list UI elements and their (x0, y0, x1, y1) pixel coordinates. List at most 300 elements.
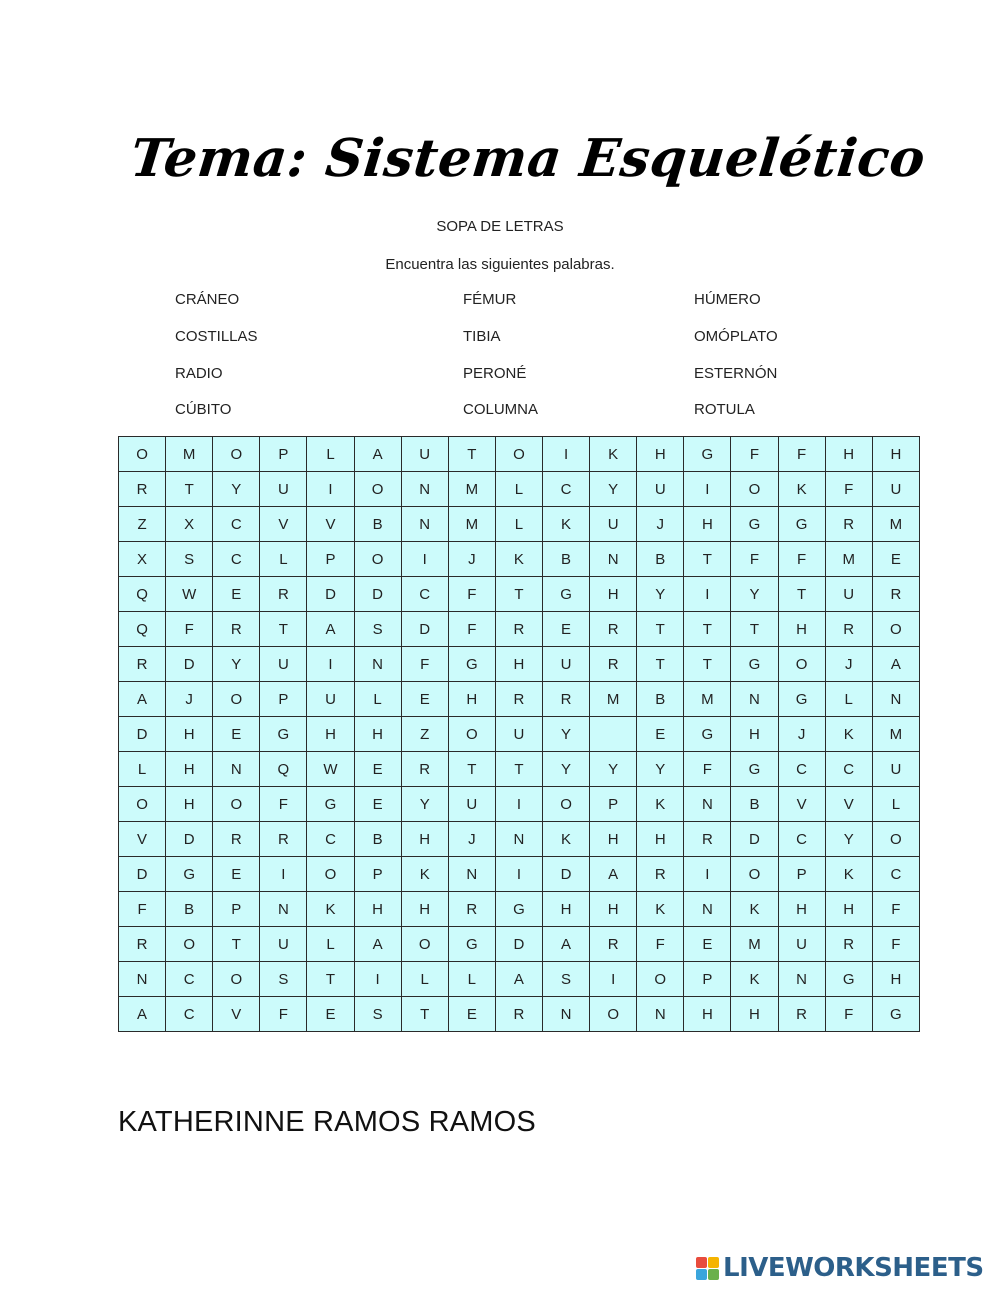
grid-cell[interactable]: R (542, 682, 589, 717)
grid-cell[interactable]: J (825, 647, 872, 682)
grid-cell[interactable]: M (448, 472, 495, 507)
grid-cell[interactable]: R (119, 647, 166, 682)
grid-cell[interactable]: T (448, 752, 495, 787)
grid-cell[interactable]: D (401, 612, 448, 647)
grid-cell[interactable]: K (542, 822, 589, 857)
grid-cell[interactable]: V (307, 507, 354, 542)
grid-cell[interactable]: D (119, 857, 166, 892)
grid-cell[interactable]: L (825, 682, 872, 717)
grid-cell[interactable]: E (213, 717, 260, 752)
grid-cell[interactable]: M (872, 507, 919, 542)
grid-cell[interactable]: K (825, 857, 872, 892)
grid-cell[interactable]: D (542, 857, 589, 892)
grid-cell[interactable]: U (495, 717, 542, 752)
grid-cell[interactable]: J (166, 682, 213, 717)
grid-cell[interactable]: N (260, 892, 307, 927)
grid-cell[interactable]: L (495, 507, 542, 542)
grid-cell[interactable]: R (825, 507, 872, 542)
grid-row (119, 927, 920, 962)
grid-cell[interactable]: E (401, 682, 448, 717)
grid-cell[interactable]: C (166, 962, 213, 997)
grid-cell[interactable]: O (166, 927, 213, 962)
grid-cell[interactable]: G (778, 507, 825, 542)
grid-cell[interactable]: H (401, 892, 448, 927)
grid-cell[interactable]: N (213, 752, 260, 787)
grid-cell[interactable]: L (872, 787, 919, 822)
grid-cell[interactable]: K (590, 437, 637, 472)
grid-cell[interactable]: B (166, 892, 213, 927)
word-list-item: CÚBITO (175, 401, 232, 418)
grid-cell[interactable]: G (731, 647, 778, 682)
grid-cell[interactable]: F (825, 472, 872, 507)
liveworksheets-logo (696, 1253, 984, 1283)
grid-cell[interactable]: F (119, 892, 166, 927)
grid-cell[interactable]: A (872, 647, 919, 682)
grid-cell[interactable]: G (448, 927, 495, 962)
grid-cell[interactable]: F (684, 752, 731, 787)
grid-cell[interactable]: R (260, 577, 307, 612)
grid-cell[interactable]: Y (825, 822, 872, 857)
grid-cell[interactable]: N (872, 682, 919, 717)
grid-cell[interactable]: J (778, 717, 825, 752)
grid-cell[interactable]: K (825, 717, 872, 752)
grid-cell[interactable]: W (166, 577, 213, 612)
grid-cell[interactable]: H (825, 437, 872, 472)
grid-cell[interactable]: J (448, 822, 495, 857)
grid-cell[interactable]: T (307, 962, 354, 997)
grid-cell[interactable]: O (495, 437, 542, 472)
grid-cell[interactable]: H (637, 437, 684, 472)
grid-cell[interactable]: R (119, 472, 166, 507)
grid-cell[interactable]: H (825, 892, 872, 927)
grid-cell[interactable]: U (542, 647, 589, 682)
grid-cell[interactable]: V (778, 787, 825, 822)
grid-cell[interactable]: R (495, 682, 542, 717)
grid-cell[interactable]: F (778, 437, 825, 472)
grid-cell[interactable]: T (495, 752, 542, 787)
grid-cell[interactable]: T (448, 437, 495, 472)
grid-cell[interactable]: H (354, 717, 401, 752)
grid-cell[interactable]: R (213, 612, 260, 647)
grid-cell[interactable]: Z (119, 507, 166, 542)
grid-cell[interactable]: P (307, 542, 354, 577)
grid-cell[interactable]: B (637, 542, 684, 577)
grid-row (119, 822, 920, 857)
grid-row (119, 437, 920, 472)
grid-cell[interactable]: O (590, 997, 637, 1032)
grid-cell[interactable]: H (590, 892, 637, 927)
grid-cell[interactable]: B (637, 682, 684, 717)
grid-cell[interactable]: H (684, 507, 731, 542)
grid-cell[interactable]: K (542, 507, 589, 542)
grid-cell[interactable]: N (684, 892, 731, 927)
grid-cell[interactable]: A (495, 962, 542, 997)
grid-cell[interactable]: L (495, 472, 542, 507)
grid-cell[interactable]: R (825, 612, 872, 647)
grid-cell[interactable]: T (684, 612, 731, 647)
grid-cell[interactable]: U (260, 927, 307, 962)
grid-cell[interactable]: R (684, 822, 731, 857)
grid-row (119, 787, 920, 822)
grid-cell[interactable]: D (731, 822, 778, 857)
grid-cell[interactable]: U (637, 472, 684, 507)
grid-cell[interactable]: P (213, 892, 260, 927)
grid-cell[interactable]: A (119, 682, 166, 717)
grid-cell[interactable]: O (542, 787, 589, 822)
grid-cell[interactable]: I (260, 857, 307, 892)
grid-cell[interactable]: O (872, 612, 919, 647)
grid-cell[interactable]: G (731, 507, 778, 542)
grid-cell[interactable]: J (448, 542, 495, 577)
grid-cell[interactable]: N (590, 542, 637, 577)
grid-cell[interactable]: L (119, 752, 166, 787)
grid-cell[interactable]: K (731, 962, 778, 997)
grid-cell[interactable]: D (354, 577, 401, 612)
grid-cell[interactable]: H (401, 822, 448, 857)
grid-cell[interactable]: O (872, 822, 919, 857)
grid-cell[interactable]: Y (213, 472, 260, 507)
grid-cell[interactable]: E (684, 927, 731, 962)
grid-cell[interactable]: T (637, 612, 684, 647)
grid-cell[interactable]: A (354, 927, 401, 962)
grid-cell[interactable]: N (401, 507, 448, 542)
grid-cell[interactable]: G (542, 577, 589, 612)
grid-cell[interactable]: E (213, 577, 260, 612)
grid-cell[interactable]: Q (119, 612, 166, 647)
grid-cell[interactable]: I (354, 962, 401, 997)
grid-cell[interactable]: V (213, 997, 260, 1032)
grid-cell[interactable]: Y (401, 787, 448, 822)
grid-cell[interactable]: F (872, 892, 919, 927)
grid-cell[interactable]: N (684, 787, 731, 822)
grid-cell[interactable]: E (448, 997, 495, 1032)
grid-cell[interactable]: I (684, 472, 731, 507)
grid-cell[interactable]: C (307, 822, 354, 857)
grid-cell[interactable]: Y (637, 752, 684, 787)
grid-cell[interactable]: X (166, 507, 213, 542)
grid-cell[interactable]: O (448, 717, 495, 752)
grid-cell[interactable]: D (119, 717, 166, 752)
grid-cell[interactable]: E (637, 717, 684, 752)
grid-cell[interactable]: F (872, 927, 919, 962)
grid-cell[interactable]: G (731, 752, 778, 787)
grid-cell[interactable]: N (495, 822, 542, 857)
grid-cell[interactable]: T (637, 647, 684, 682)
grid-cell[interactable]: C (825, 752, 872, 787)
grid-cell[interactable]: F (401, 647, 448, 682)
grid-cell[interactable]: Y (213, 647, 260, 682)
grid-cell[interactable]: A (119, 997, 166, 1032)
grid-cell[interactable]: N (542, 997, 589, 1032)
grid-cell[interactable]: P (590, 787, 637, 822)
grid-cell[interactable]: G (684, 717, 731, 752)
grid-cell[interactable]: Z (401, 717, 448, 752)
grid-cell[interactable]: T (401, 997, 448, 1032)
grid-cell[interactable]: A (307, 612, 354, 647)
grid-cell[interactable]: S (542, 962, 589, 997)
grid-cell[interactable]: I (307, 647, 354, 682)
grid-cell[interactable]: F (448, 612, 495, 647)
grid-cell[interactable]: C (213, 542, 260, 577)
grid-cell[interactable]: V (119, 822, 166, 857)
grid-cell[interactable]: C (778, 752, 825, 787)
grid-cell[interactable]: B (354, 507, 401, 542)
grid-cell[interactable]: G (872, 997, 919, 1032)
grid-cell[interactable]: R (401, 752, 448, 787)
grid-cell[interactable]: F (778, 542, 825, 577)
grid-cell[interactable]: H (542, 892, 589, 927)
grid-cell[interactable]: V (260, 507, 307, 542)
grid-cell[interactable]: P (684, 962, 731, 997)
grid-cell[interactable]: A (542, 927, 589, 962)
grid-cell[interactable]: U (872, 752, 919, 787)
grid-cell[interactable]: T (166, 472, 213, 507)
grid-cell[interactable]: E (354, 752, 401, 787)
grid-cell[interactable]: G (684, 437, 731, 472)
grid-cell[interactable]: P (354, 857, 401, 892)
grid-cell[interactable]: S (166, 542, 213, 577)
grid-cell[interactable]: N (731, 682, 778, 717)
grid-cell[interactable]: X (119, 542, 166, 577)
grid-cell[interactable]: C (872, 857, 919, 892)
grid-cell[interactable]: N (637, 997, 684, 1032)
grid-cell[interactable]: W (307, 752, 354, 787)
grid-cell[interactable]: U (590, 507, 637, 542)
grid-cell[interactable]: S (354, 997, 401, 1032)
grid-cell[interactable]: C (401, 577, 448, 612)
grid-cell[interactable]: H (307, 717, 354, 752)
grid-cell[interactable]: G (260, 717, 307, 752)
grid-cell[interactable]: G (825, 962, 872, 997)
grid-cell[interactable]: O (637, 962, 684, 997)
grid-cell[interactable]: Y (731, 577, 778, 612)
grid-cell[interactable]: Y (590, 752, 637, 787)
grid-cell[interactable]: O (354, 472, 401, 507)
grid-cell[interactable]: H (778, 612, 825, 647)
grid-cell[interactable]: H (495, 647, 542, 682)
grid-cell[interactable]: G (778, 682, 825, 717)
grid-cell[interactable]: N (354, 647, 401, 682)
grid-cell[interactable]: K (778, 472, 825, 507)
grid-cell[interactable]: C (542, 472, 589, 507)
grid-cell[interactable]: Y (637, 577, 684, 612)
grid-cell[interactable]: T (213, 927, 260, 962)
grid-cell[interactable]: O (119, 437, 166, 472)
grid-cell[interactable]: N (119, 962, 166, 997)
grid-cell[interactable]: T (684, 647, 731, 682)
grid-cell[interactable]: U (401, 437, 448, 472)
grid-cell[interactable]: I (542, 437, 589, 472)
grid-cell[interactable]: F (637, 927, 684, 962)
grid-cell[interactable]: E (542, 612, 589, 647)
grid-cell[interactable]: K (495, 542, 542, 577)
grid-cell[interactable]: H (166, 752, 213, 787)
grid-cell[interactable]: H (637, 822, 684, 857)
grid-cell[interactable]: O (213, 787, 260, 822)
grid-cell[interactable]: M (590, 682, 637, 717)
grid-cell[interactable]: U (825, 577, 872, 612)
grid-cell[interactable]: S (260, 962, 307, 997)
grid-cell[interactable] (590, 717, 637, 752)
grid-cell[interactable]: I (495, 787, 542, 822)
grid-cell[interactable]: L (448, 962, 495, 997)
grid-cell[interactable]: I (684, 857, 731, 892)
grid-cell[interactable]: R (213, 822, 260, 857)
grid-cell[interactable]: L (401, 962, 448, 997)
grid-cell[interactable]: I (401, 542, 448, 577)
grid-cell[interactable]: U (778, 927, 825, 962)
grid-cell[interactable]: D (166, 822, 213, 857)
grid-cell[interactable]: O (307, 857, 354, 892)
grid-cell[interactable]: C (166, 997, 213, 1032)
grid-cell[interactable]: H (590, 577, 637, 612)
grid-cell[interactable]: N (448, 857, 495, 892)
grid-cell[interactable]: I (684, 577, 731, 612)
grid-cell[interactable]: R (260, 822, 307, 857)
grid-cell[interactable]: M (731, 927, 778, 962)
grid-cell[interactable]: H (731, 717, 778, 752)
grid-cell[interactable]: H (166, 717, 213, 752)
grid-cell[interactable]: T (495, 577, 542, 612)
grid-cell[interactable]: L (260, 542, 307, 577)
grid-cell[interactable]: B (542, 542, 589, 577)
grid-cell[interactable]: V (825, 787, 872, 822)
grid-cell[interactable]: C (213, 507, 260, 542)
grid-cell[interactable]: S (354, 612, 401, 647)
grid-cell[interactable]: P (260, 682, 307, 717)
grid-cell[interactable]: H (590, 822, 637, 857)
grid-cell[interactable]: E (872, 542, 919, 577)
grid-cell[interactable]: I (307, 472, 354, 507)
grid-cell[interactable]: F (448, 577, 495, 612)
grid-cell[interactable]: T (684, 542, 731, 577)
grid-cell[interactable]: H (731, 997, 778, 1032)
grid-cell[interactable]: H (166, 787, 213, 822)
grid-cell[interactable]: M (872, 717, 919, 752)
grid-cell[interactable]: R (590, 612, 637, 647)
grid-cell[interactable]: I (495, 857, 542, 892)
grid-cell[interactable]: L (307, 437, 354, 472)
word-list-item: RADIO (175, 365, 223, 382)
grid-cell[interactable]: M (448, 507, 495, 542)
grid-cell[interactable]: R (590, 927, 637, 962)
grid-cell[interactable]: Y (590, 472, 637, 507)
grid-cell[interactable]: H (778, 892, 825, 927)
grid-row (119, 682, 920, 717)
grid-cell[interactable]: H (872, 962, 919, 997)
grid-cell[interactable]: T (260, 612, 307, 647)
grid-cell[interactable]: M (684, 682, 731, 717)
grid-cell[interactable]: G (495, 892, 542, 927)
grid-cell[interactable]: H (872, 437, 919, 472)
grid-cell[interactable]: L (307, 927, 354, 962)
grid-cell[interactable]: O (213, 682, 260, 717)
grid-cell[interactable]: U (307, 682, 354, 717)
grid-cell[interactable]: G (448, 647, 495, 682)
grid-cell[interactable]: N (401, 472, 448, 507)
grid-cell[interactable]: U (260, 472, 307, 507)
grid-cell[interactable]: D (166, 647, 213, 682)
grid-cell[interactable]: O (401, 927, 448, 962)
grid-cell[interactable]: A (354, 437, 401, 472)
grid-cell[interactable]: R (495, 997, 542, 1032)
grid-cell[interactable]: R (778, 997, 825, 1032)
grid-cell[interactable]: U (260, 647, 307, 682)
grid-cell[interactable]: C (778, 822, 825, 857)
grid-cell[interactable]: E (307, 997, 354, 1032)
grid-cell[interactable]: L (354, 682, 401, 717)
grid-cell[interactable]: U (872, 472, 919, 507)
grid-cell[interactable]: O (213, 437, 260, 472)
grid-cell[interactable]: O (778, 647, 825, 682)
word-list-item: HÚMERO (694, 291, 761, 308)
grid-cell[interactable]: Q (260, 752, 307, 787)
grid-cell[interactable]: H (684, 997, 731, 1032)
grid-cell[interactable]: F (260, 787, 307, 822)
grid-cell[interactable]: O (213, 962, 260, 997)
grid-cell[interactable]: E (354, 787, 401, 822)
grid-cell[interactable]: F (825, 997, 872, 1032)
grid-cell[interactable]: A (590, 857, 637, 892)
grid-cell[interactable]: F (166, 612, 213, 647)
grid-cell[interactable]: E (213, 857, 260, 892)
grid-cell[interactable]: R (872, 577, 919, 612)
grid-cell[interactable]: K (637, 787, 684, 822)
grid-cell[interactable]: M (166, 437, 213, 472)
grid-cell[interactable]: B (731, 787, 778, 822)
grid-cell[interactable]: Q (119, 577, 166, 612)
grid-cell[interactable]: B (354, 822, 401, 857)
grid-cell[interactable]: P (778, 857, 825, 892)
grid-cell[interactable]: O (119, 787, 166, 822)
grid-cell[interactable]: H (448, 682, 495, 717)
grid-cell[interactable]: K (401, 857, 448, 892)
grid-cell[interactable]: K (731, 892, 778, 927)
grid-cell[interactable]: R (590, 647, 637, 682)
grid-cell[interactable]: M (825, 542, 872, 577)
grid-cell[interactable]: R (119, 927, 166, 962)
grid-cell[interactable]: I (590, 962, 637, 997)
grid-cell[interactable]: R (495, 612, 542, 647)
grid-cell[interactable]: Y (542, 717, 589, 752)
grid-cell[interactable]: F (260, 997, 307, 1032)
grid-cell[interactable]: N (778, 962, 825, 997)
grid-cell[interactable]: G (307, 787, 354, 822)
grid-cell[interactable]: T (778, 577, 825, 612)
grid-cell[interactable]: J (637, 507, 684, 542)
grid-row (119, 892, 920, 927)
grid-cell[interactable]: Y (542, 752, 589, 787)
grid-cell[interactable]: R (825, 927, 872, 962)
grid-cell[interactable]: O (731, 857, 778, 892)
grid-cell[interactable]: R (448, 892, 495, 927)
grid-cell[interactable]: O (731, 472, 778, 507)
grid-cell[interactable]: U (448, 787, 495, 822)
grid-cell[interactable]: H (354, 892, 401, 927)
grid-cell[interactable]: F (731, 437, 778, 472)
grid-cell[interactable]: D (307, 577, 354, 612)
grid-cell[interactable]: K (637, 892, 684, 927)
grid-cell[interactable]: D (495, 927, 542, 962)
grid-cell[interactable]: F (731, 542, 778, 577)
grid-cell[interactable]: G (166, 857, 213, 892)
grid-cell[interactable]: R (637, 857, 684, 892)
grid-cell[interactable]: T (731, 612, 778, 647)
grid-cell[interactable]: P (260, 437, 307, 472)
grid-cell[interactable]: K (307, 892, 354, 927)
grid-cell[interactable]: O (354, 542, 401, 577)
logo-block (708, 1269, 719, 1280)
